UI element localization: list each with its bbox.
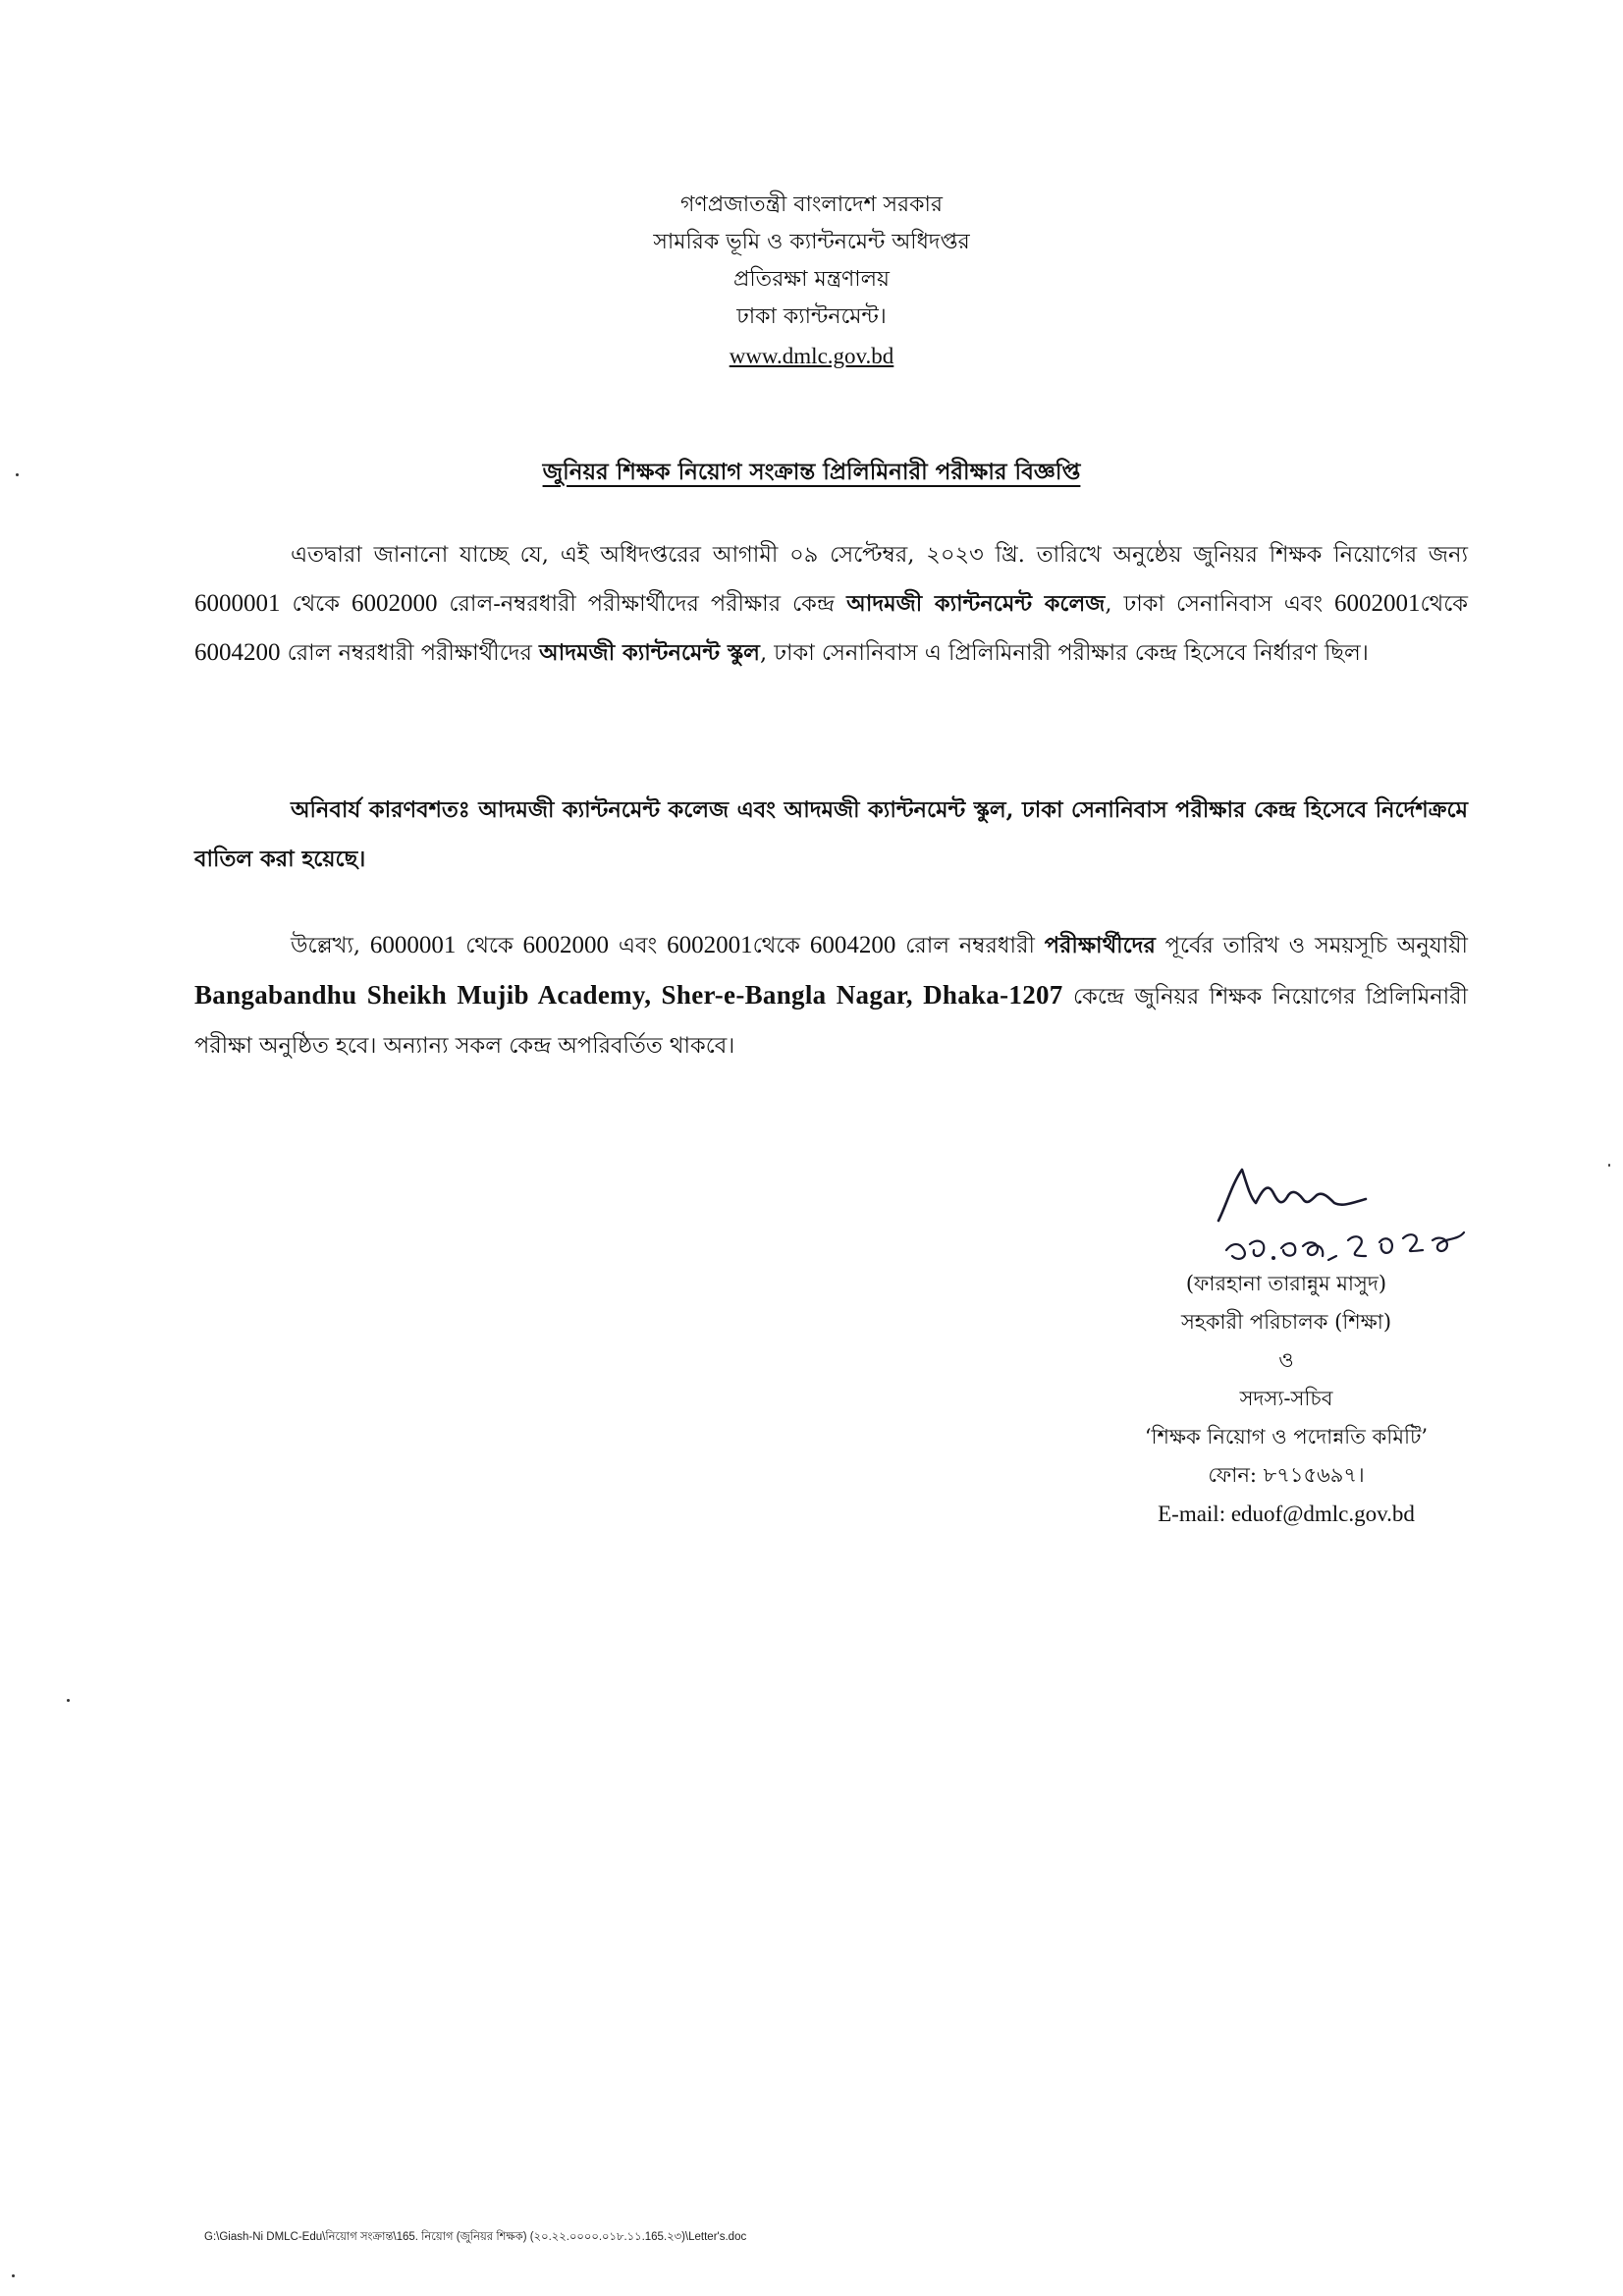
exam-center-name: আদমজী ক্যান্টনমেন্ট কলেজ (846, 591, 1106, 617)
roll-number: 6002001 (1334, 590, 1421, 617)
letterhead (0, 187, 1623, 376)
scan-speck (1608, 1164, 1610, 1167)
roll-number: 6004200 (194, 639, 281, 666)
new-exam-venue: Bangabandhu Sheikh Mujib Academy, Sher-e-Bangla Nagar, Dhaka-1207 (194, 980, 1063, 1010)
government-name: গণপ্রজাতন্ত্রী বাংলাদেশ সরকার (679, 192, 944, 217)
exam-center-name: আদমজী ক্যান্টনমেন্ট স্কুল (539, 640, 760, 666)
text-segment: পূর্বের তারিখ ও সময়সূচি অনুযায়ী (1155, 933, 1468, 958)
roll-number: 6004200 (809, 932, 896, 958)
roll-number: 6002000 (522, 932, 610, 958)
signature-block (1080, 1265, 1492, 1533)
paragraph-schedule (194, 530, 1468, 678)
scan-speck (12, 2274, 15, 2277)
roll-number: 6000001 (369, 932, 457, 958)
text-segment: কেন্দ্রে জুনিয়র শিক্ষক নিয়োগের প্রিলিমিনারী পরীক্ষা অনুষ্ঠিত হবে। অন্যান্য সকল কেন্দ্র অপরিবর্তিত থাকবে। (194, 984, 1468, 1059)
text-segment: এবং (609, 933, 668, 958)
website-link[interactable]: www.dmlc.gov.bd (729, 344, 894, 368)
signatory-designation: সহকারী পরিচালক (শিক্ষা) (1180, 1310, 1392, 1334)
text-segment: থেকে (280, 591, 352, 617)
text-segment: , ঢাকা সেনানিবাস এ প্রিলিমিনারী পরীক্ষার কেন্দ্র হিসেবে নির্ধারণ ছিল। (759, 640, 1369, 666)
text-segment: থেকে (752, 933, 810, 958)
signatory-role: সদস্য-সচিব (1239, 1387, 1333, 1410)
ministry-name: প্রতিরক্ষা মন্ত্রণালয় (732, 267, 891, 292)
signatory-conjunction: ও (1278, 1348, 1294, 1372)
committee-name: ‘শিক্ষক নিয়োগ ও পদোন্নতি কমিটি’ (1144, 1425, 1429, 1449)
department-name: সামরিক ভূমি ও ক্যান্টনমেন্ট অধিদপ্তর (653, 230, 970, 254)
document-file-path: G:\Giash-Ni DMLC-Edu\নিয়োগ সংক্রান্ত\165. নিয়োগ (জুনিয়র শিক্ষক) (২০.২২.০০০০.০১৮.১১.165.২৩)\Letter's.doc (204, 2231, 747, 2243)
text-segment: রোল নম্বরধারী পরীক্ষার্থীদের (280, 640, 539, 666)
phone-number: ফোন: ৮৭১৫৬৯৭। (1208, 1463, 1365, 1487)
text-segment: থেকে (456, 933, 523, 958)
scan-speck (67, 1699, 70, 1702)
signatory-name: (ফারহানা তারান্নুম মাসুদ) (1185, 1272, 1387, 1295)
text-segment: , ঢাকা সেনানিবাস এবং (1105, 591, 1334, 617)
text-segment: রোল-নম্বরধারী পরীক্ষার্থীদের পরীক্ষার কেন্দ্র (437, 591, 847, 617)
paragraph-cancellation: অনিবার্য কারণবশতঃ আদমজী ক্যান্টনমেন্ট কলেজ এবং আদমজী ক্যান্টনমেন্ট স্কুল, ঢাকা সেনানিবাস পরীক্ষার কেন্দ্র হিসেবে নির্দেশক্রমে বাতিল করা হয়েছে। (194, 797, 1468, 872)
roll-number: 6002001 (667, 932, 753, 958)
office-location: ঢাকা ক্যান্টনমেন্ট। (736, 304, 887, 329)
text-segment: এতদ্বারা জানানো যাচ্ছে যে, এই অধিদপ্তরের আগামী ০৯ সেপ্টেম্বর, ২০২৩ খ্রি. তারিখে অনুষ্ঠেয় জুনিয়র শিক্ষক নিয়োগের জন্য (291, 542, 1468, 568)
scan-speck (16, 473, 19, 476)
text-segment: উল্লেখ্য, (291, 933, 370, 958)
roll-number: 6002000 (351, 590, 438, 617)
text-segment: রোল নম্বরধারী (895, 933, 1045, 958)
text-segment: থেকে (1420, 591, 1468, 617)
text-segment-bold: পরীক্ষার্থীদের (1044, 933, 1156, 958)
email-address[interactable]: E-mail: eduof@dmlc.gov.bd (1158, 1502, 1415, 1526)
notice-title: জুনিয়র শিক্ষক নিয়োগ সংক্রান্ত প্রিলিমিনারী পরীক্ষার বিজ্ঞপ্তি (542, 459, 1081, 485)
roll-number: 6000001 (194, 590, 281, 617)
paragraph-new-venue (194, 921, 1468, 1070)
